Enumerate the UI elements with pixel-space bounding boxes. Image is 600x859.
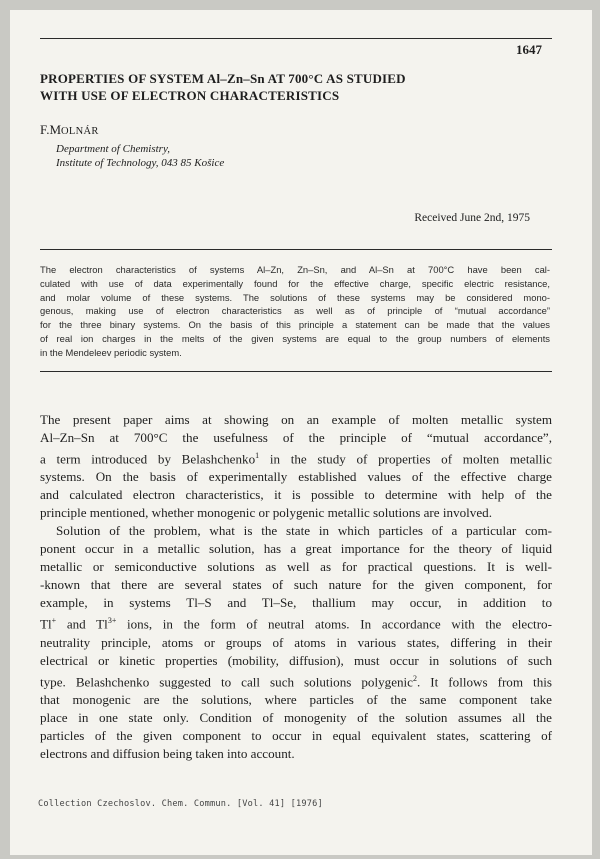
abstract-line: genous, making use of electron characteristics as well as of principle of “mutual accordance” — [40, 305, 550, 317]
body-fragment: ions, in the form of neutral atoms. In accordance with the electro- — [127, 616, 552, 632]
author-affiliation — [56, 142, 224, 170]
body-fragment: a term introduced by Belashchenko — [40, 451, 256, 467]
body-line: place in one state only. Condition of monogenity of the solution assumes all the — [40, 710, 552, 726]
body-line — [40, 612, 552, 633]
body-line: electrons and diffusion being taken into account. — [40, 746, 295, 762]
abstract-line: in the Mendeleev periodic system. — [40, 346, 182, 358]
body-line: The present paper aims at showing on an example of molten metallic system — [40, 412, 552, 427]
journal-footer: Collection Czechoslov. Chem. Commun. [Vol. 41] [1976] — [38, 799, 323, 809]
body-line — [40, 447, 552, 468]
header-rule — [40, 38, 552, 39]
body-fragment: . It follows from this — [417, 674, 552, 690]
body-line: and calculated electron characteristics, it is possible to determine with help of the — [40, 487, 552, 503]
body-line: metallic or semiconductive solutions as well as for practical questions. It is well- — [40, 559, 552, 575]
citation-ref-1: 1 — [255, 451, 260, 460]
body-fragment: and Tl — [66, 616, 108, 632]
author-surname-rest: OLNÁR — [61, 126, 99, 137]
body-line: that monogenic are the solutions, where particles of the same component take — [40, 692, 552, 708]
abstract — [40, 263, 550, 360]
abstract-line: for the three binary systems. On the basis of this principle a statement can be made that the values — [40, 319, 550, 331]
body-line: systems. On the basis of experimentally established values of the effective charge — [40, 469, 552, 485]
body-line: -known that there are several states of such nature for the given component, for — [40, 577, 552, 593]
abstract-top-rule — [40, 249, 552, 250]
body-line: principle mentioned, whether monogenic or polygenic metallic solutions are involved. — [40, 505, 492, 521]
paper-page — [10, 10, 592, 855]
body-text — [40, 411, 552, 763]
affiliation-line-1: Department of Chemistry, — [56, 143, 170, 155]
received-date: Received June 2nd, 1975 — [414, 212, 530, 224]
title-line-1: PROPERTIES OF SYSTEM Al–Zn–Sn AT 700°C AS STUDIED — [40, 71, 406, 86]
author-name — [40, 122, 99, 138]
body-fragment: type. Belashchenko suggested to call such solutions polygenic — [40, 674, 413, 690]
body-fragment: in the study of properties of molten metallic — [269, 451, 552, 467]
charge-superscript: 3+ — [107, 616, 117, 626]
body-line: neutrality principle, atoms or groups of atoms in various states, differing in their — [40, 634, 552, 650]
body-fragment: Tl — [40, 616, 52, 632]
abstract-line: culated with use of data experimentally found for the effective charge, specific electric resistance, — [40, 277, 550, 289]
citation-ref-2: 2 — [413, 673, 417, 683]
author-initial: F. — [40, 122, 50, 137]
body-line: Al–Zn–Sn at 700°C the usefulness of the principle of “mutual accordance”, — [40, 430, 552, 445]
body-line: Solution of the problem, what is the state in which particles of a particular com- — [56, 523, 552, 539]
charge-superscript: + — [51, 616, 57, 626]
title-line-2: WITH USE OF ELECTRON CHARACTERISTICS — [40, 88, 340, 103]
abstract-line: and molar volume of these systems. The solutions of these systems may be considered mono- — [40, 291, 550, 303]
body-line: ponent occur in a metallic solution, has a great importance for the theory of liquid — [40, 541, 552, 557]
body-line — [40, 670, 552, 691]
body-line: example, in systems Tl–S and Tl–Se, thallium may occur, in addition to — [40, 595, 552, 611]
page-number: 1647 — [516, 42, 542, 57]
affiliation-line-2: Institute of Technology, 043 85 Košice — [56, 157, 225, 169]
article-title — [40, 70, 550, 104]
abstract-bottom-rule — [40, 371, 552, 372]
abstract-line: of real ion charges in the melts of the given systems are equal to the group numbers of elements — [40, 332, 550, 344]
author-surname-first: M — [49, 122, 62, 137]
body-line: particles of the given component to occur in equal equivalent states, scattering of — [40, 728, 552, 744]
abstract-line: The electron characteristics of systems Al–Zn, Zn–Sn, and Al–Sn at 700°C have been cal- — [40, 264, 550, 275]
body-line: electrical or kinetic properties (mobility, diffusion), must occur in solutions of such — [40, 652, 552, 668]
